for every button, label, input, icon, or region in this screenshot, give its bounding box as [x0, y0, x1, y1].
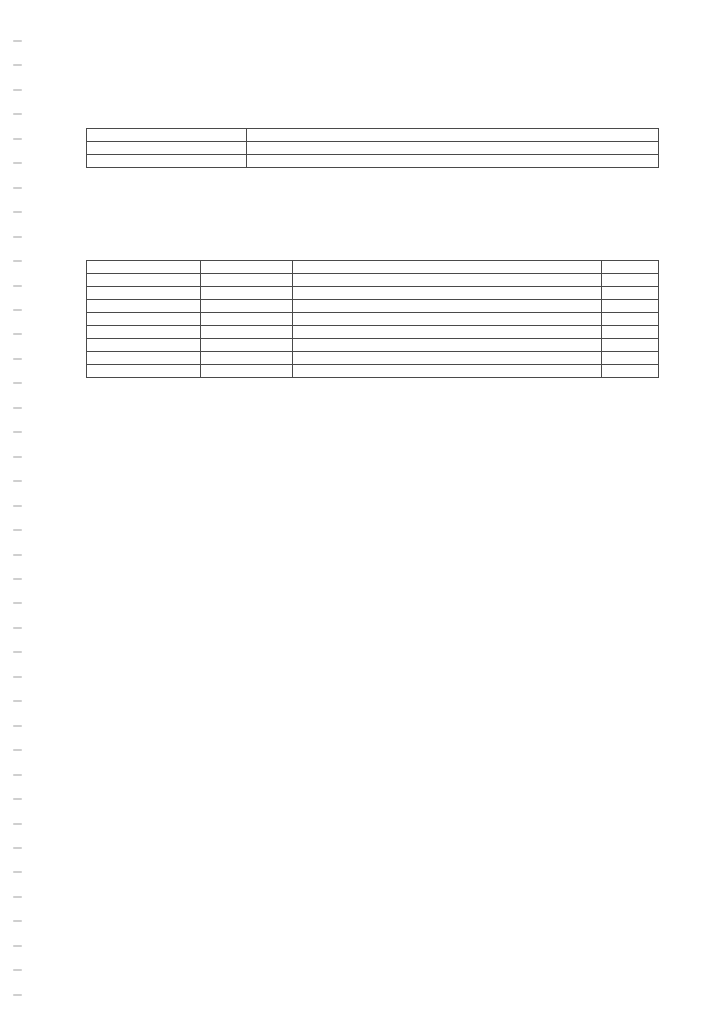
block-west-cell	[247, 155, 659, 168]
row-usage-type	[292, 287, 601, 300]
table-row	[87, 365, 659, 378]
row-adjustment	[201, 326, 293, 339]
table-row	[87, 339, 659, 352]
table-row	[87, 274, 659, 287]
table-row	[87, 142, 659, 155]
row-index	[601, 365, 658, 378]
row-price	[87, 274, 201, 287]
row-usage-type	[292, 313, 601, 326]
row-price	[87, 365, 201, 378]
column-header-adjustment	[201, 261, 293, 274]
row-price	[87, 300, 201, 313]
row-price	[87, 339, 201, 352]
row-index	[601, 300, 658, 313]
row-usage-type	[292, 352, 601, 365]
row-usage-type	[292, 274, 601, 287]
decorative-house-border-left	[38, 60, 72, 1000]
row-index	[601, 326, 658, 339]
column-header-usage-type	[292, 261, 601, 274]
column-header-row	[601, 261, 658, 274]
column-header-price	[87, 261, 201, 274]
row-usage-type	[292, 365, 601, 378]
row-adjustment	[201, 339, 293, 352]
row-price	[87, 287, 201, 300]
decorative-house-border-top	[36, 56, 687, 90]
row-price	[87, 326, 201, 339]
row-index	[601, 274, 658, 287]
table-row	[87, 313, 659, 326]
row-usage-type	[292, 300, 601, 313]
table-header-row	[87, 261, 659, 274]
page-content	[86, 110, 659, 984]
table-row	[87, 129, 659, 142]
region-south-cell	[87, 155, 247, 168]
table-row	[87, 352, 659, 365]
boundaries-table	[86, 128, 659, 168]
block-header-cell	[247, 129, 659, 142]
row-adjustment	[201, 300, 293, 313]
row-index	[601, 313, 658, 326]
row-usage-type	[292, 339, 601, 352]
row-adjustment	[201, 274, 293, 287]
row-adjustment	[201, 313, 293, 326]
block-east-cell	[247, 142, 659, 155]
spiral-binding	[8, 40, 22, 996]
table-row	[87, 287, 659, 300]
row-adjustment	[201, 287, 293, 300]
row-index	[601, 352, 658, 365]
table-row	[87, 326, 659, 339]
table-row	[87, 155, 659, 168]
row-usage-type	[292, 326, 601, 339]
usage-price-table	[86, 260, 659, 378]
row-adjustment	[201, 365, 293, 378]
table-row	[87, 300, 659, 313]
row-adjustment	[201, 352, 293, 365]
region-north-cell	[87, 142, 247, 155]
region-header-cell	[87, 129, 247, 142]
row-price	[87, 313, 201, 326]
row-index	[601, 287, 658, 300]
row-price	[87, 352, 201, 365]
row-index	[601, 339, 658, 352]
decorative-house-border-right	[673, 60, 707, 1000]
